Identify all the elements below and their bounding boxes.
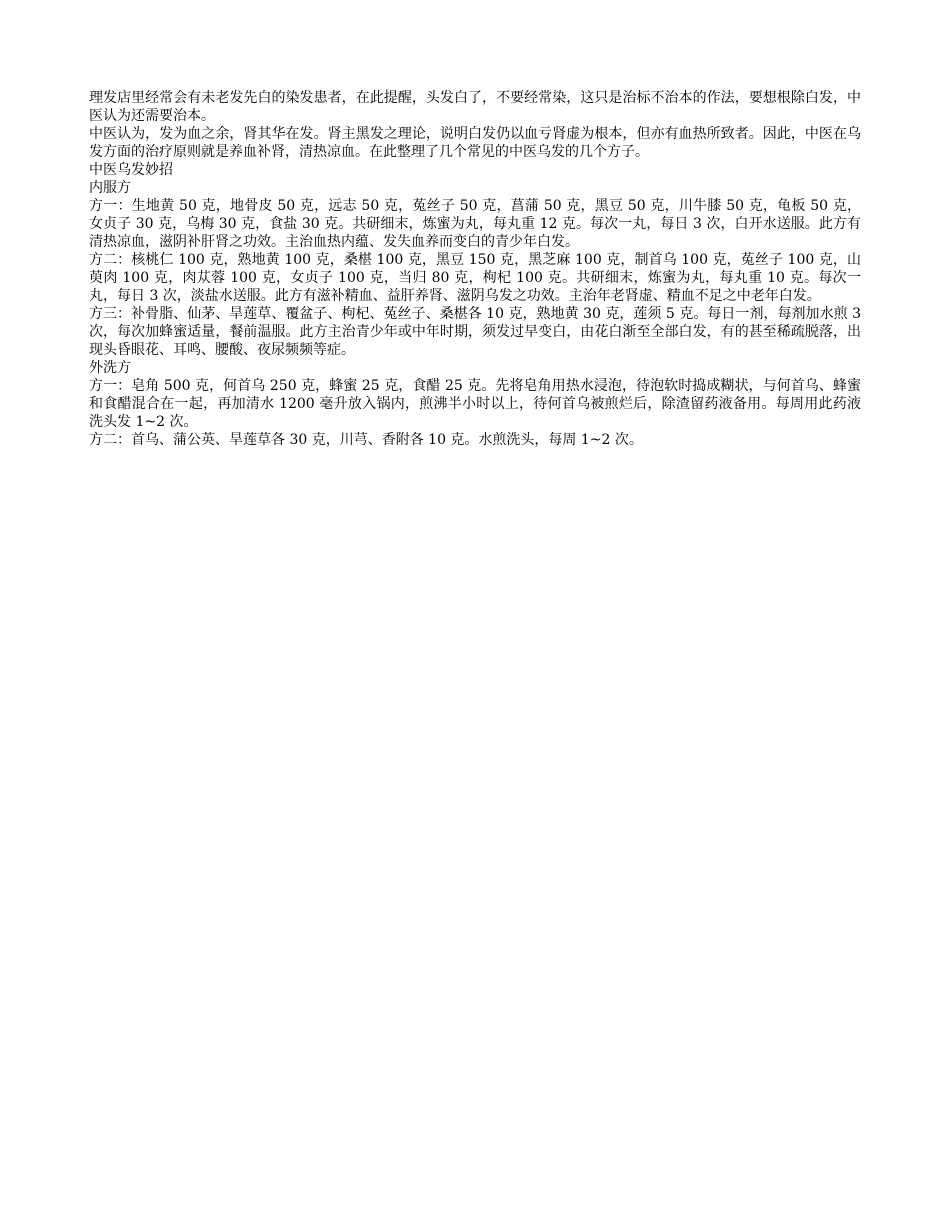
section-heading-external: 外洗方 [89, 360, 131, 376]
section-heading-tips: 中医乌发妙招 [89, 162, 173, 178]
intro-paragraph: 理发店里经常会有未老发先白的染发患者，在此提醒，头发白了，不要经常染，这只是治标不治本的作法，要想根除白发，中医认为还需要治本。 [89, 90, 861, 124]
section-heading-internal: 内服方 [89, 180, 131, 196]
document-body [89, 89, 861, 449]
external-recipe-2: 方二：首乌、蒲公英、旱莲草各 30 克，川芎、香附各 10 克。水煎洗头，每周 1~2 次。 [89, 432, 643, 448]
internal-recipe-2: 方二：核桃仁 100 克，熟地黄 100 克，桑椹 100 克，黑豆 150 克，黑芝麻 100 克，制首乌 100 克，菟丝子 100 克，山萸肉 100 克，肉苁蓉 100 克，女贞子 100 克，当归 80 克，枸杞 100 克。共研细末，炼蜜为丸，每丸重 10 克。每次一丸，每日 3 次，淡盐水送服。此方有滋补精血、益肝养肾、滋阴乌发之功效。主治年老肾虚、精血不足之中老年白发。 [89, 252, 861, 304]
internal-recipe-3: 方三：补骨脂、仙茅、旱莲草、覆盆子、枸杞、菟丝子、桑椹各 10 克，熟地黄 30 克，莲须 5 克。每日一剂，每剂加水煎 3 次，每次加蜂蜜适量，餐前温服。此方主治青少年或中年时期，须发过早变白，由花白渐至全部白发，有的甚至稀疏脱落，出现头昏眼花、耳鸣、腰酸、夜尿频频等症。 [89, 306, 861, 358]
external-recipe-1: 方一：皂角 500 克，何首乌 250 克，蜂蜜 25 克，食醋 25 克。先将皂角用热水浸泡，待泡软时捣成糊状，与何首乌、蜂蜜和食醋混合在一起，再加清水 1200 毫升放入锅内，煎沸半小时以上，待何首乌被煎烂后，除渣留药液备用。每周用此药液洗头发 1~2 次。 [89, 378, 861, 430]
internal-recipe-1: 方一：生地黄 50 克，地骨皮 50 克，远志 50 克，菟丝子 50 克，菖蒲 50 克，黑豆 50 克，川牛膝 50 克，龟板 50 克，女贞子 30 克，乌梅 30 克，食盐 30 克。共研细末，炼蜜为丸，每丸重 12 克。每次一丸，每日 3 次，白开水送服。此方有清热凉血，滋阴补肝肾之功效。主治血热内蕴、发失血养而变白的青少年白发。 [89, 198, 861, 250]
theory-paragraph: 中医认为，发为血之余，肾其华在发。肾主黑发之理论，说明白发仍以血亏肾虚为根本，但亦有血热所致者。因此，中医在乌发方面的治疗原则就是养血补肾，清热凉血。在此整理了几个常见的中医乌发的几个方子。 [89, 126, 861, 160]
